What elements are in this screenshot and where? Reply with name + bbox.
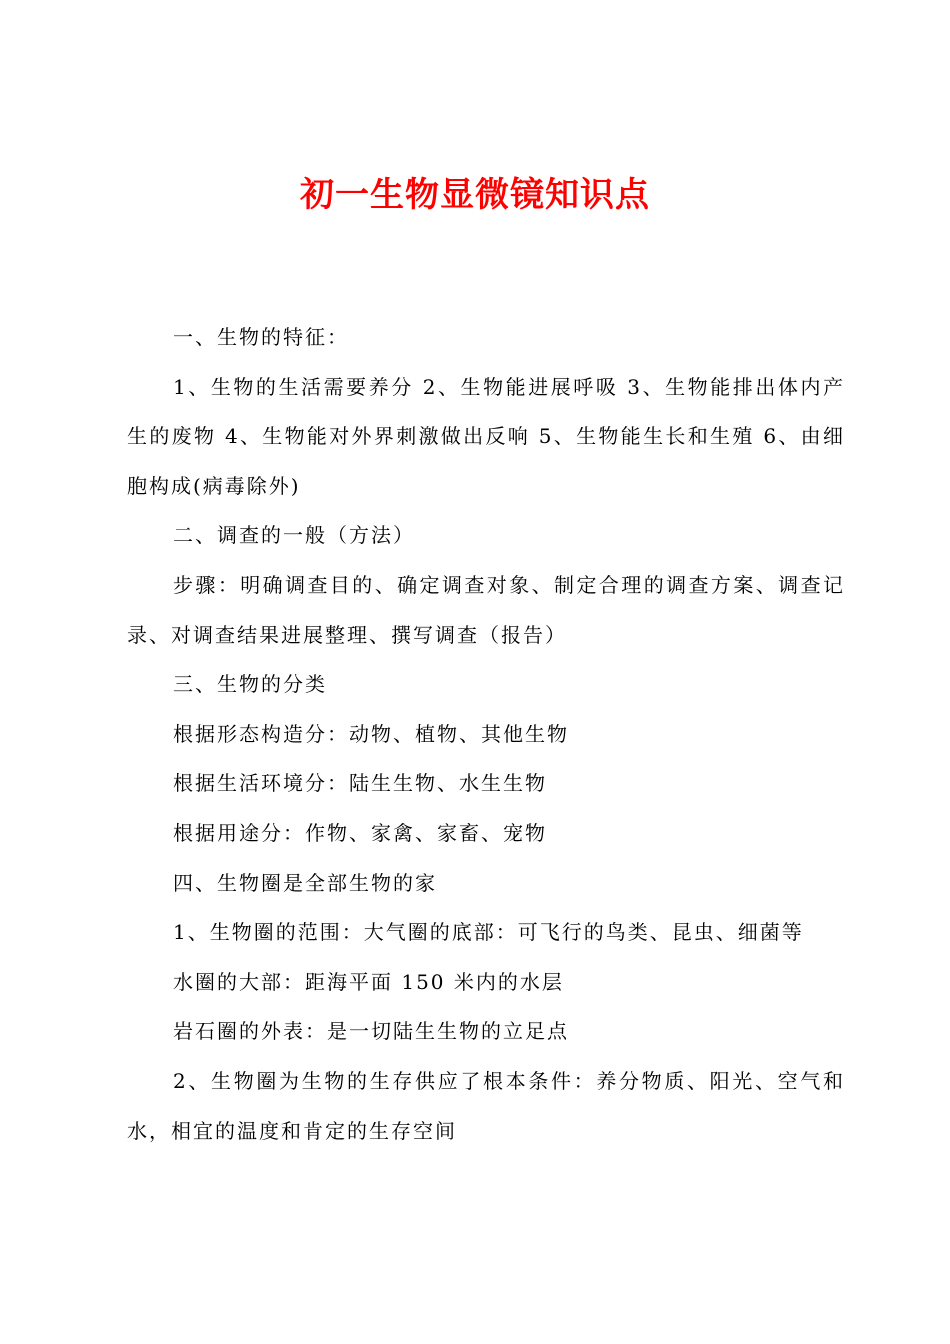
paragraph-classification-by-structure: 根据形态构造分：动物、植物、其他生物	[173, 721, 569, 746]
paragraph-lithosphere: 岩石圈的外表：是一切陆生生物的立足点	[173, 1019, 569, 1044]
section-heading-biosphere: 四、生物圈是全部生物的家	[173, 870, 437, 895]
paragraph-classification-by-use: 根据用途分：作物、家禽、家畜、宠物	[173, 820, 547, 845]
paragraph-classification-by-habitat: 根据生活环境分：陆生生物、水生生物	[173, 771, 547, 796]
section-heading-survey-method: 二、调查的一般（方法）	[173, 523, 415, 548]
paragraph-biosphere-conditions: 2、生物圈为生物的生存供应了根本条件：养分物质、阳光、空气和水，相宜的温度和肯定的生存空间	[127, 1068, 845, 1143]
document-title: 初一生物显微镜知识点	[300, 175, 650, 215]
section-heading-classification: 三、生物的分类	[173, 672, 327, 697]
document-body	[127, 313, 845, 1156]
paragraph-survey-steps: 步骤：明确调查目的、确定调查对象、制定合理的调查方案、调查记录、对调查结果进展整理、撰写调查（报告）	[127, 572, 845, 647]
paragraph-hydrosphere: 水圈的大部：距海平面 150 米内的水层	[173, 969, 564, 994]
paragraph-characteristics-list: 1、生物的生活需要养分 2、生物能进展呼吸 3、生物能排出体内产生的废物 4、生物能对外界刺激做出反响 5、生物能生长和生殖 6、由细胞构成(病毒除外)	[127, 374, 845, 498]
paragraph-biosphere-range: 1、生物圈的范围：大气圈的底部：可飞行的鸟类、昆虫、细菌等	[173, 920, 804, 945]
section-heading-characteristics: 一、生物的特征：	[173, 325, 349, 349]
